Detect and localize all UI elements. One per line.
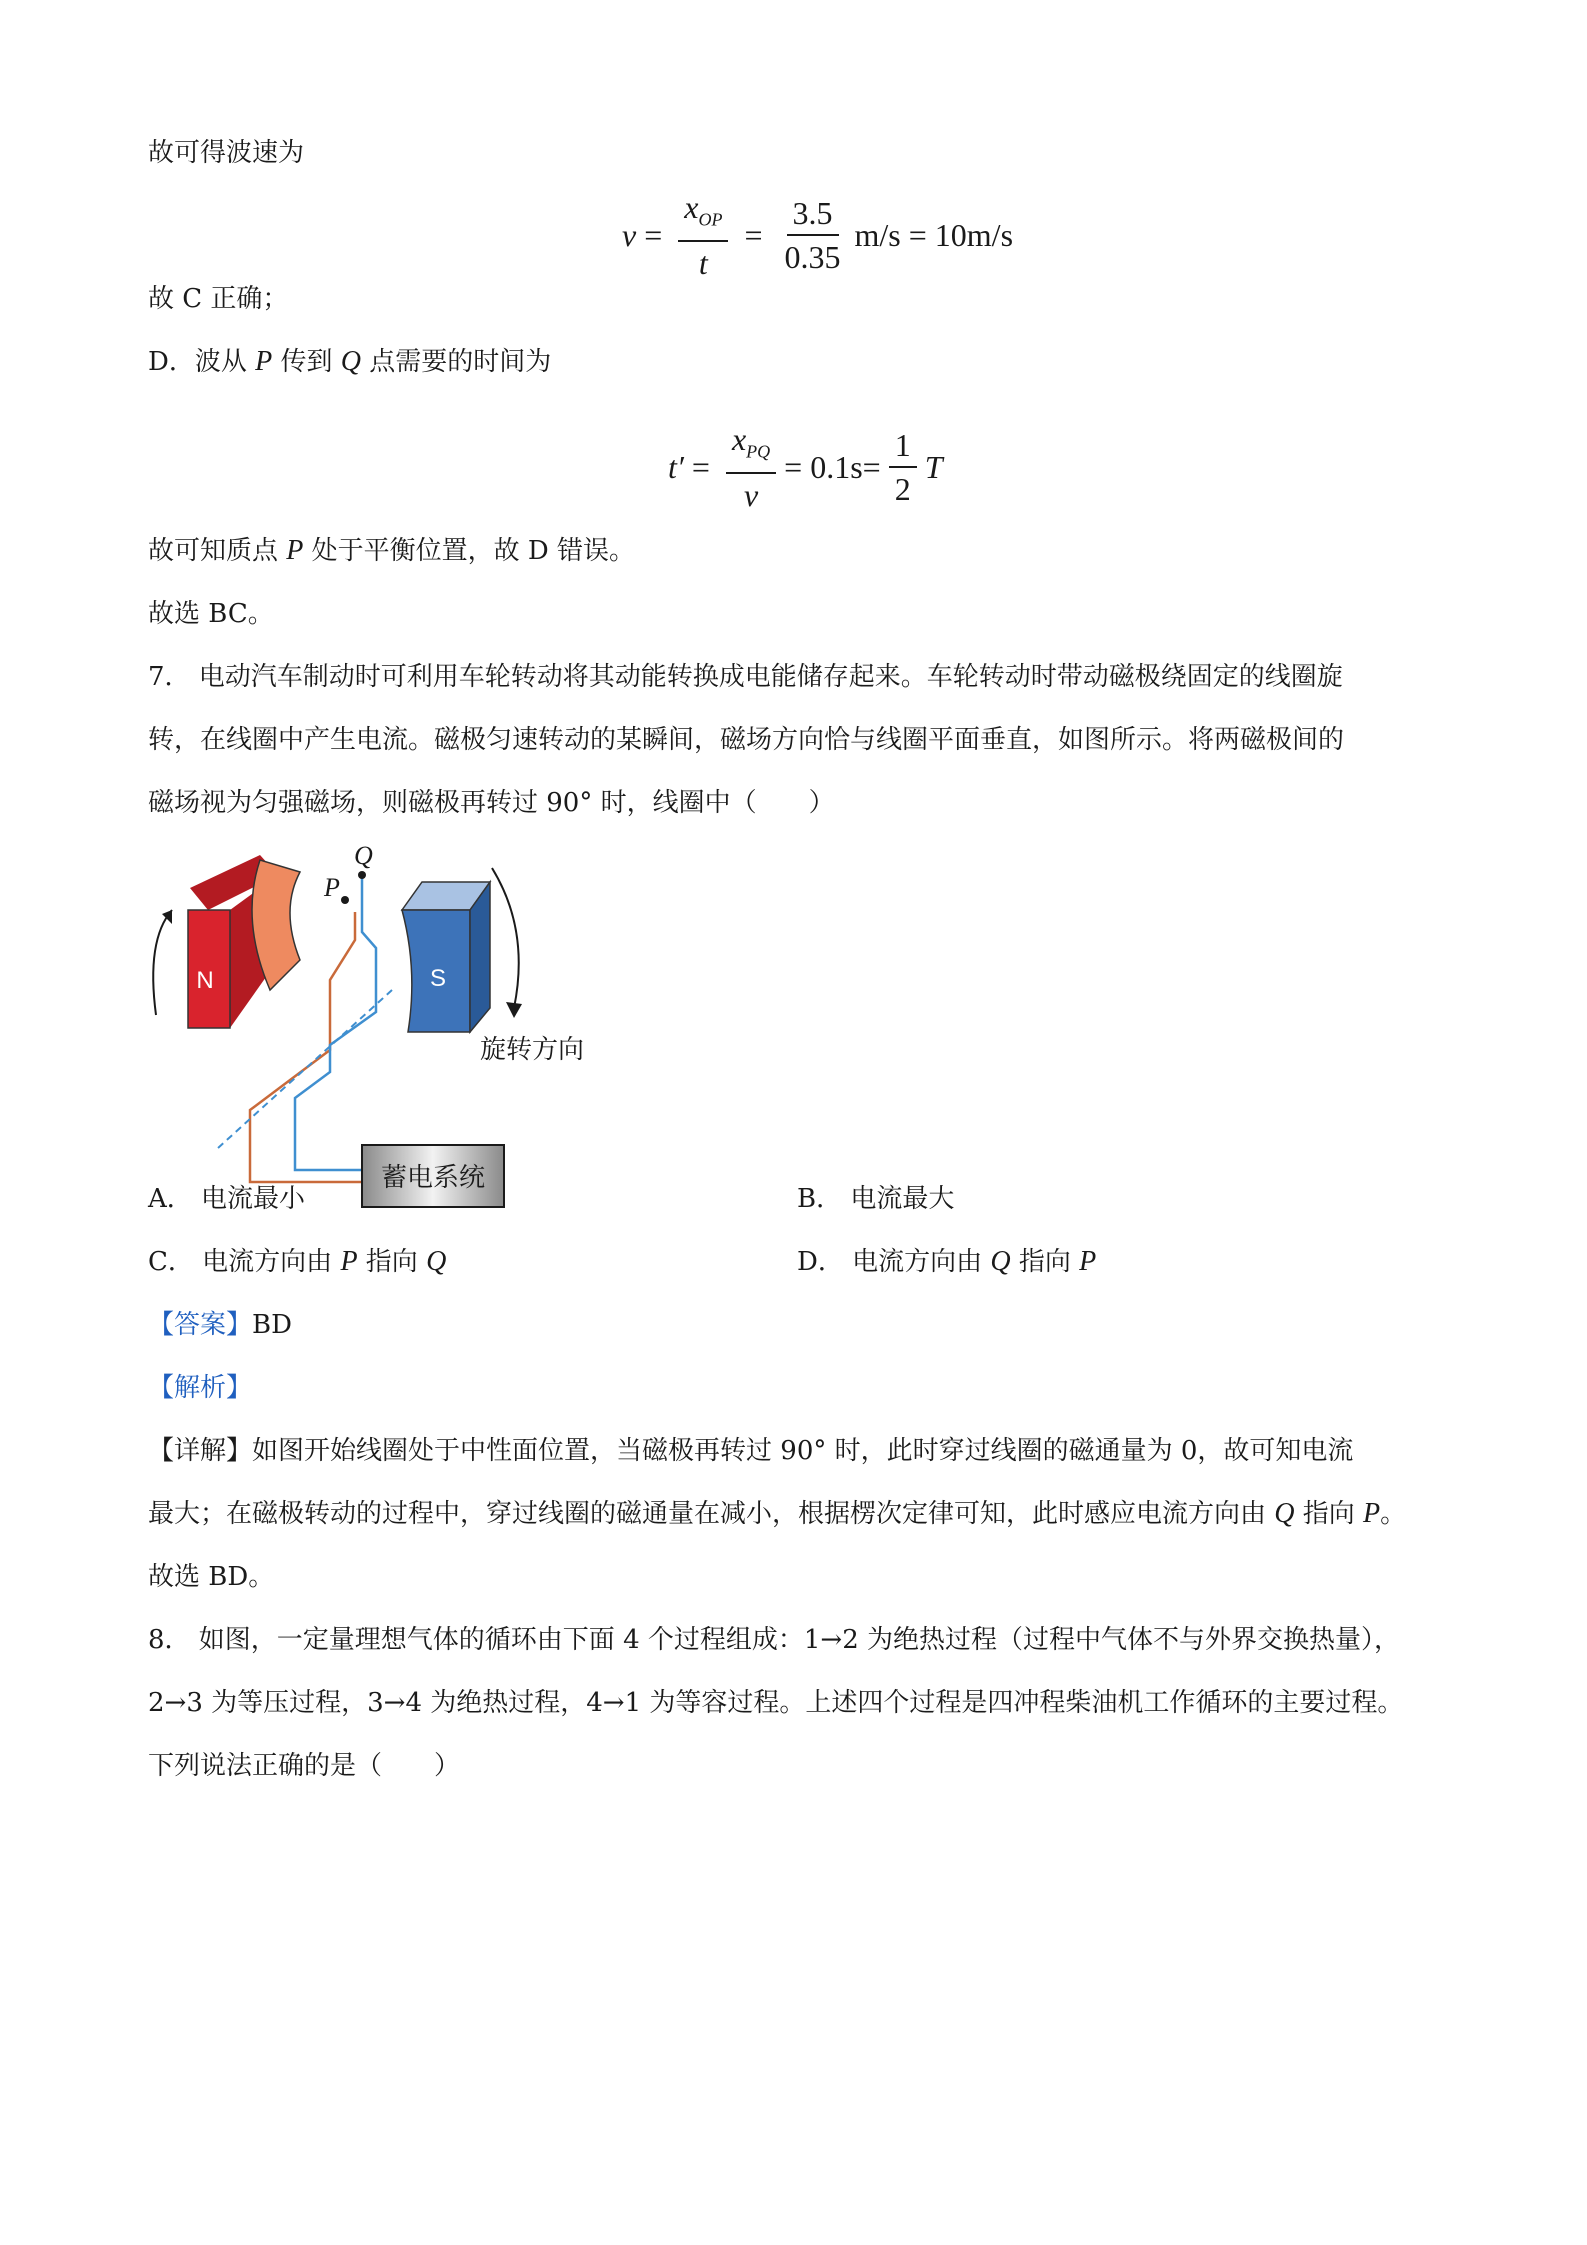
fraction <box>678 188 728 282</box>
formula-symbol: T <box>924 448 943 485</box>
fraction-denominator: t <box>698 245 708 282</box>
formula-operator: = <box>691 448 710 485</box>
fraction-numerator: 1 <box>889 426 917 468</box>
variable: Q <box>990 1246 1011 1277</box>
label-p: P <box>324 873 340 902</box>
formula-result: 10m/s <box>934 216 1014 253</box>
variable: P <box>255 346 273 377</box>
option-b: B． 电流最大 <box>797 1184 955 1214</box>
formula-subscript: OP <box>698 209 723 230</box>
arrowhead-icon <box>506 1002 522 1018</box>
variable: Q <box>340 346 361 377</box>
variable: P <box>1079 1246 1097 1277</box>
text-line <box>148 534 635 568</box>
label-q: Q <box>354 841 373 870</box>
variable: P <box>286 535 304 566</box>
formula-symbol: x <box>731 421 747 457</box>
text-segment: 指向 <box>1294 1499 1364 1529</box>
question-7-text: 7． 电动汽车制动时可利用车轮转动将其动能转换成电能储存起来。车轮转动时带动磁极绕固定的线圈旋 <box>148 662 1343 692</box>
text-segment: D．波从 <box>148 347 256 377</box>
variable: P <box>340 1246 358 1277</box>
answer-label: 【答案】 <box>148 1310 253 1340</box>
text-segment: 点需要的时间为 <box>361 347 552 377</box>
terminal-p <box>341 896 349 904</box>
text-segment: C． 电流方向由 <box>148 1247 341 1277</box>
option-c <box>148 1245 446 1279</box>
detail-label: 【详解】 <box>148 1436 253 1466</box>
text-segment: 。 <box>1380 1499 1407 1529</box>
variable: Q <box>1274 1498 1295 1529</box>
analysis-label: 【解析】 <box>148 1373 253 1403</box>
formula-travel-time <box>668 420 942 514</box>
variable: Q <box>426 1246 447 1277</box>
fraction-numerator <box>726 420 776 474</box>
formula-unit: m/s <box>854 216 901 253</box>
detail-line: 故选 BD。 <box>148 1562 275 1592</box>
question-8-text: 下列说法正确的是（ ） <box>148 1751 461 1781</box>
detail-line <box>148 1497 1406 1531</box>
option-d <box>797 1245 1096 1279</box>
text-line: 故可得波速为 <box>148 138 305 168</box>
question-8-text: 2→3 为等压过程，3→4 为绝热过程，4→1 为等容过程。上述四个过程是四冲程柴油机工作循环的主要过程。 <box>148 1688 1404 1718</box>
formula-symbol: x <box>684 189 699 225</box>
fraction-numerator <box>678 188 728 242</box>
text-segment: 故可知质点 <box>148 536 287 566</box>
rotation-arrow-right-icon <box>492 868 519 1008</box>
generator-figure <box>140 840 620 1193</box>
n-pole-label: N <box>196 967 214 994</box>
variable: P <box>1363 1498 1381 1529</box>
question-7-text: 磁场视为匀强磁场，则磁极再转过 90° 时，线圈中（ ） <box>148 788 835 818</box>
text-segment: 传到 <box>272 347 341 377</box>
formula-operator: = <box>744 216 763 253</box>
wire-blue <box>295 875 376 1170</box>
text-segment: 处于平衡位置，故 D 错误。 <box>303 536 636 566</box>
text-segment: 指向 <box>1010 1247 1080 1277</box>
storage-system-label: 蓄电系统 <box>380 1163 486 1193</box>
answer-value: BD <box>252 1310 292 1340</box>
fraction <box>889 426 917 508</box>
terminal-q <box>358 871 366 879</box>
fraction-denominator: 2 <box>894 471 911 508</box>
formula-subscript: PQ <box>746 441 771 462</box>
text-segment: 指向 <box>357 1247 427 1277</box>
fraction-numerator: 3.5 <box>787 194 839 236</box>
formula-value: = 0.1s= <box>784 448 881 485</box>
formula-wave-speed <box>622 188 1013 282</box>
option-a: A． 电流最小 <box>148 1184 306 1214</box>
fraction-denominator: v <box>743 477 759 514</box>
formula-symbol: t′ <box>668 448 684 485</box>
text-line <box>148 345 551 379</box>
fraction-denominator: 0.35 <box>784 239 841 276</box>
text-segment: D． 电流方向由 <box>797 1247 991 1277</box>
s-pole-label: S <box>429 965 447 992</box>
text-line: 故 C 正确； <box>148 284 289 314</box>
formula-operator: = <box>644 216 663 253</box>
answer-line <box>148 1308 292 1342</box>
formula-symbol: v <box>622 216 637 253</box>
text-line: 故选 BC。 <box>148 599 274 629</box>
formula-operator: = <box>908 216 927 253</box>
fraction <box>779 194 847 276</box>
fraction <box>726 420 776 514</box>
text-segment: 如图开始线圈处于中性面位置，当磁极再转过 90° 时，此时穿过线圈的磁通量为 0，故可知电流 <box>252 1436 1354 1466</box>
question-7-text: 转，在线圈中产生电流。磁极匀速转动的某瞬间，磁场方向恰与线圈平面垂直，如图所示。将两磁极间的 <box>148 725 1345 755</box>
question-8-text: 8． 如图，一定量理想气体的循环由下面 4 个过程组成：1→2 为绝热过程（过程中气体不与外界交换热量）， <box>148 1625 1401 1655</box>
rotation-direction-label: 旋转方向 <box>480 1035 585 1065</box>
detail-line <box>148 1434 1353 1468</box>
text-segment: 最大；在磁极转动的过程中，穿过线圈的磁通量在减小，根据楞次定律可知，此时感应电流方向由 <box>148 1499 1275 1529</box>
rotation-arrow-left-icon <box>153 910 172 1015</box>
